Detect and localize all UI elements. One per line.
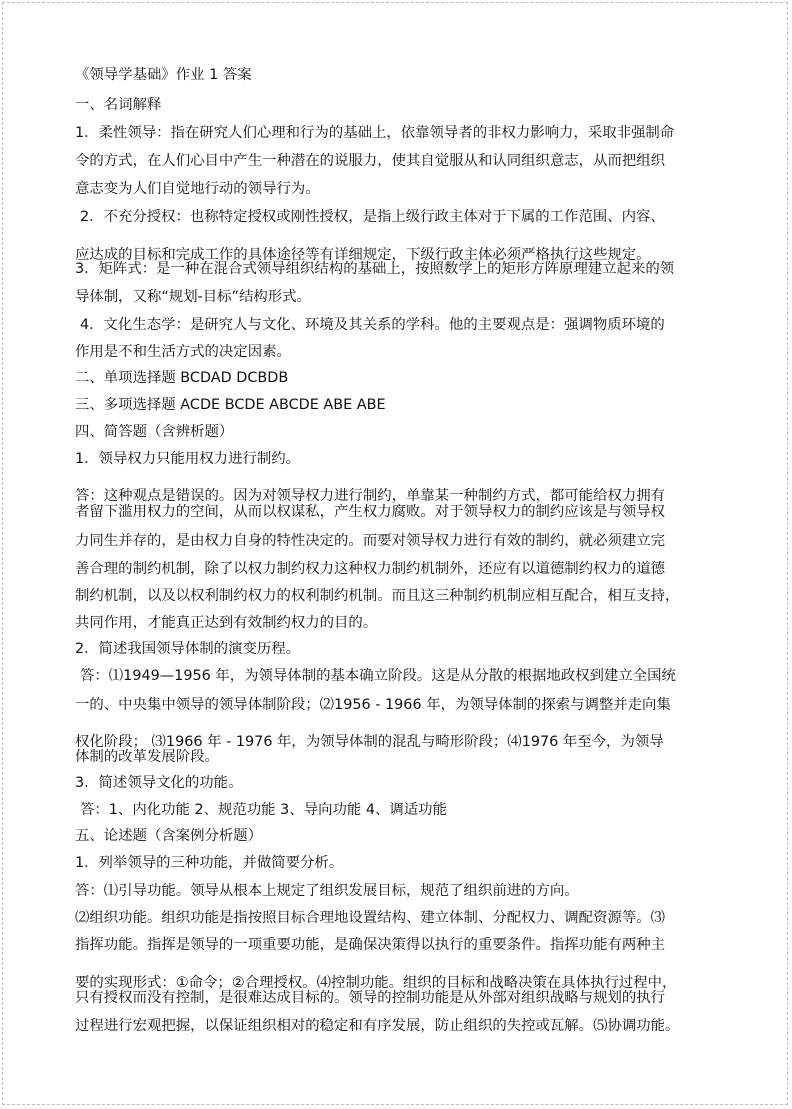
text-line: 3．矩阵式：是一种在混合式领导组织结构的基础上，按照数学上的矩形方阵原理建立起来的领 <box>75 261 675 277</box>
question-line: 1．领导权力只能用权力进行制约。 <box>75 451 301 467</box>
section-heading-essay: 五、论述题（含案例分析题） <box>75 828 263 844</box>
text-line: 体制的改革发展阶段。 <box>75 749 219 765</box>
question-line: 2．简述我国领导体制的演变历程。 <box>75 641 301 657</box>
text-line: 2．不充分授权：也称特定授权或刚性授权，是指上级行政主体对于下属的工作范围、内容、 <box>80 209 665 225</box>
text-line: 共同作用，才能真正达到有效制约权力的目的。 <box>75 615 378 631</box>
text-line: 权化阶段； ⑶1966 年 - 1976 年，为领导体制的混乱与畸形阶段；⑷1976 年至今，为领导 <box>75 734 664 750</box>
text-line: ⑵组织功能。组织功能是指按照目标合理地设置结构、建立体制、分配权力、调配资源等。⑶ <box>75 910 666 926</box>
text-line: 要的实现形式：①命令；②合理授权。⑷控制功能。组织的目标和战略决策在具体执行过程中， <box>75 975 677 991</box>
text-line: 作用是不和生活方式的决定因素。 <box>75 344 291 360</box>
text-line: 答：⑴1949—1956 年，为领导体制的基本确立阶段。这是从分散的根据地政权到建立全国统 <box>80 668 676 684</box>
text-line: 善合理的制约机制，除了以权力制约权力这种权力制约机制外，还应有以道德制约权力的道德 <box>75 561 666 577</box>
text-line: 答：⑴引导功能。领导从根本上规定了组织发展目标，规范了组织前进的方向。 <box>75 883 579 899</box>
section-heading-short-answer: 四、简答题（含辨析题） <box>75 424 234 440</box>
text-line: 应达成的目标和完成工作的具体途径等有详细规定，下级行政主体必须严格执行这些规定。 <box>75 247 651 263</box>
text-line: 制约机制，以及以权利制约权力的权利制约机制。而且这三种制约机制应相互配合，相互支持， <box>75 588 680 604</box>
text-line: 答：1、内化功能 2、规范功能 3、导向功能 4、调适功能 <box>80 802 447 818</box>
section-heading-terms: 一、名词解释 <box>75 97 162 113</box>
text-line: 答：这种观点是错误的。因为对领导权力进行制约，单靠某一种制约方式，都可能给权力拥有 <box>75 488 666 504</box>
text-line: 一的、中央集中领导的领导体制阶段；⑵1956 - 1966 年，为领导体制的探索与调整并走向集 <box>75 697 671 713</box>
text-line: 只有授权而没有控制，是很难达成目标的。领导的控制功能是从外部对组织战略与规划的执行 <box>75 990 666 1006</box>
text-line: 导体制，又称“规划-目标”结构形式。 <box>75 289 311 305</box>
document-title: 《领导学基础》作业 1 答案 <box>75 67 252 83</box>
text-line: 1．柔性领导：指在研究人们心理和行为的基础上，依靠领导者的非权力影响力，采取非强制命 <box>75 125 675 141</box>
section-heading-single-choice: 二、单项选择题 BCDAD DCBDB <box>75 370 289 386</box>
text-line: 者留下滥用权力的空间，从而以权谋私，产生权力腐败。对于领导权力的制约应该是与领导权 <box>75 504 666 520</box>
question-line: 1．列举领导的三种功能，并做简要分析。 <box>75 855 344 871</box>
text-line: 令的方式，在人们心目中产生一种潜在的说服力，使其自觉服从和认同组织意志，从而把组织 <box>75 153 666 169</box>
section-heading-multiple-choice: 三、多项选择题 ACDE BCDE ABCDE ABE ABE <box>75 397 386 413</box>
text-line: 力同生并存的，是由权力自身的特性决定的。而要对领导权力进行有效的制约，就必须建立完 <box>75 533 666 549</box>
text-line: 意志变为人们自觉地行动的领导行为。 <box>75 181 320 197</box>
question-line: 3．简述领导文化的功能。 <box>75 775 243 791</box>
text-line: 过程进行宏观把握，以保证组织相对的稳定和有序发展，防止组织的失控或瓦解。⑸协调功能。 <box>75 1018 680 1034</box>
text-line: 指挥功能。指挥是领导的一项重要功能，是确保决策得以执行的重要条件。指挥功能有两种主 <box>75 937 666 953</box>
text-line: 4．文化生态学：是研究人与文化、环境及其关系的学科。他的主要观点是：强调物质环境的 <box>80 317 665 333</box>
